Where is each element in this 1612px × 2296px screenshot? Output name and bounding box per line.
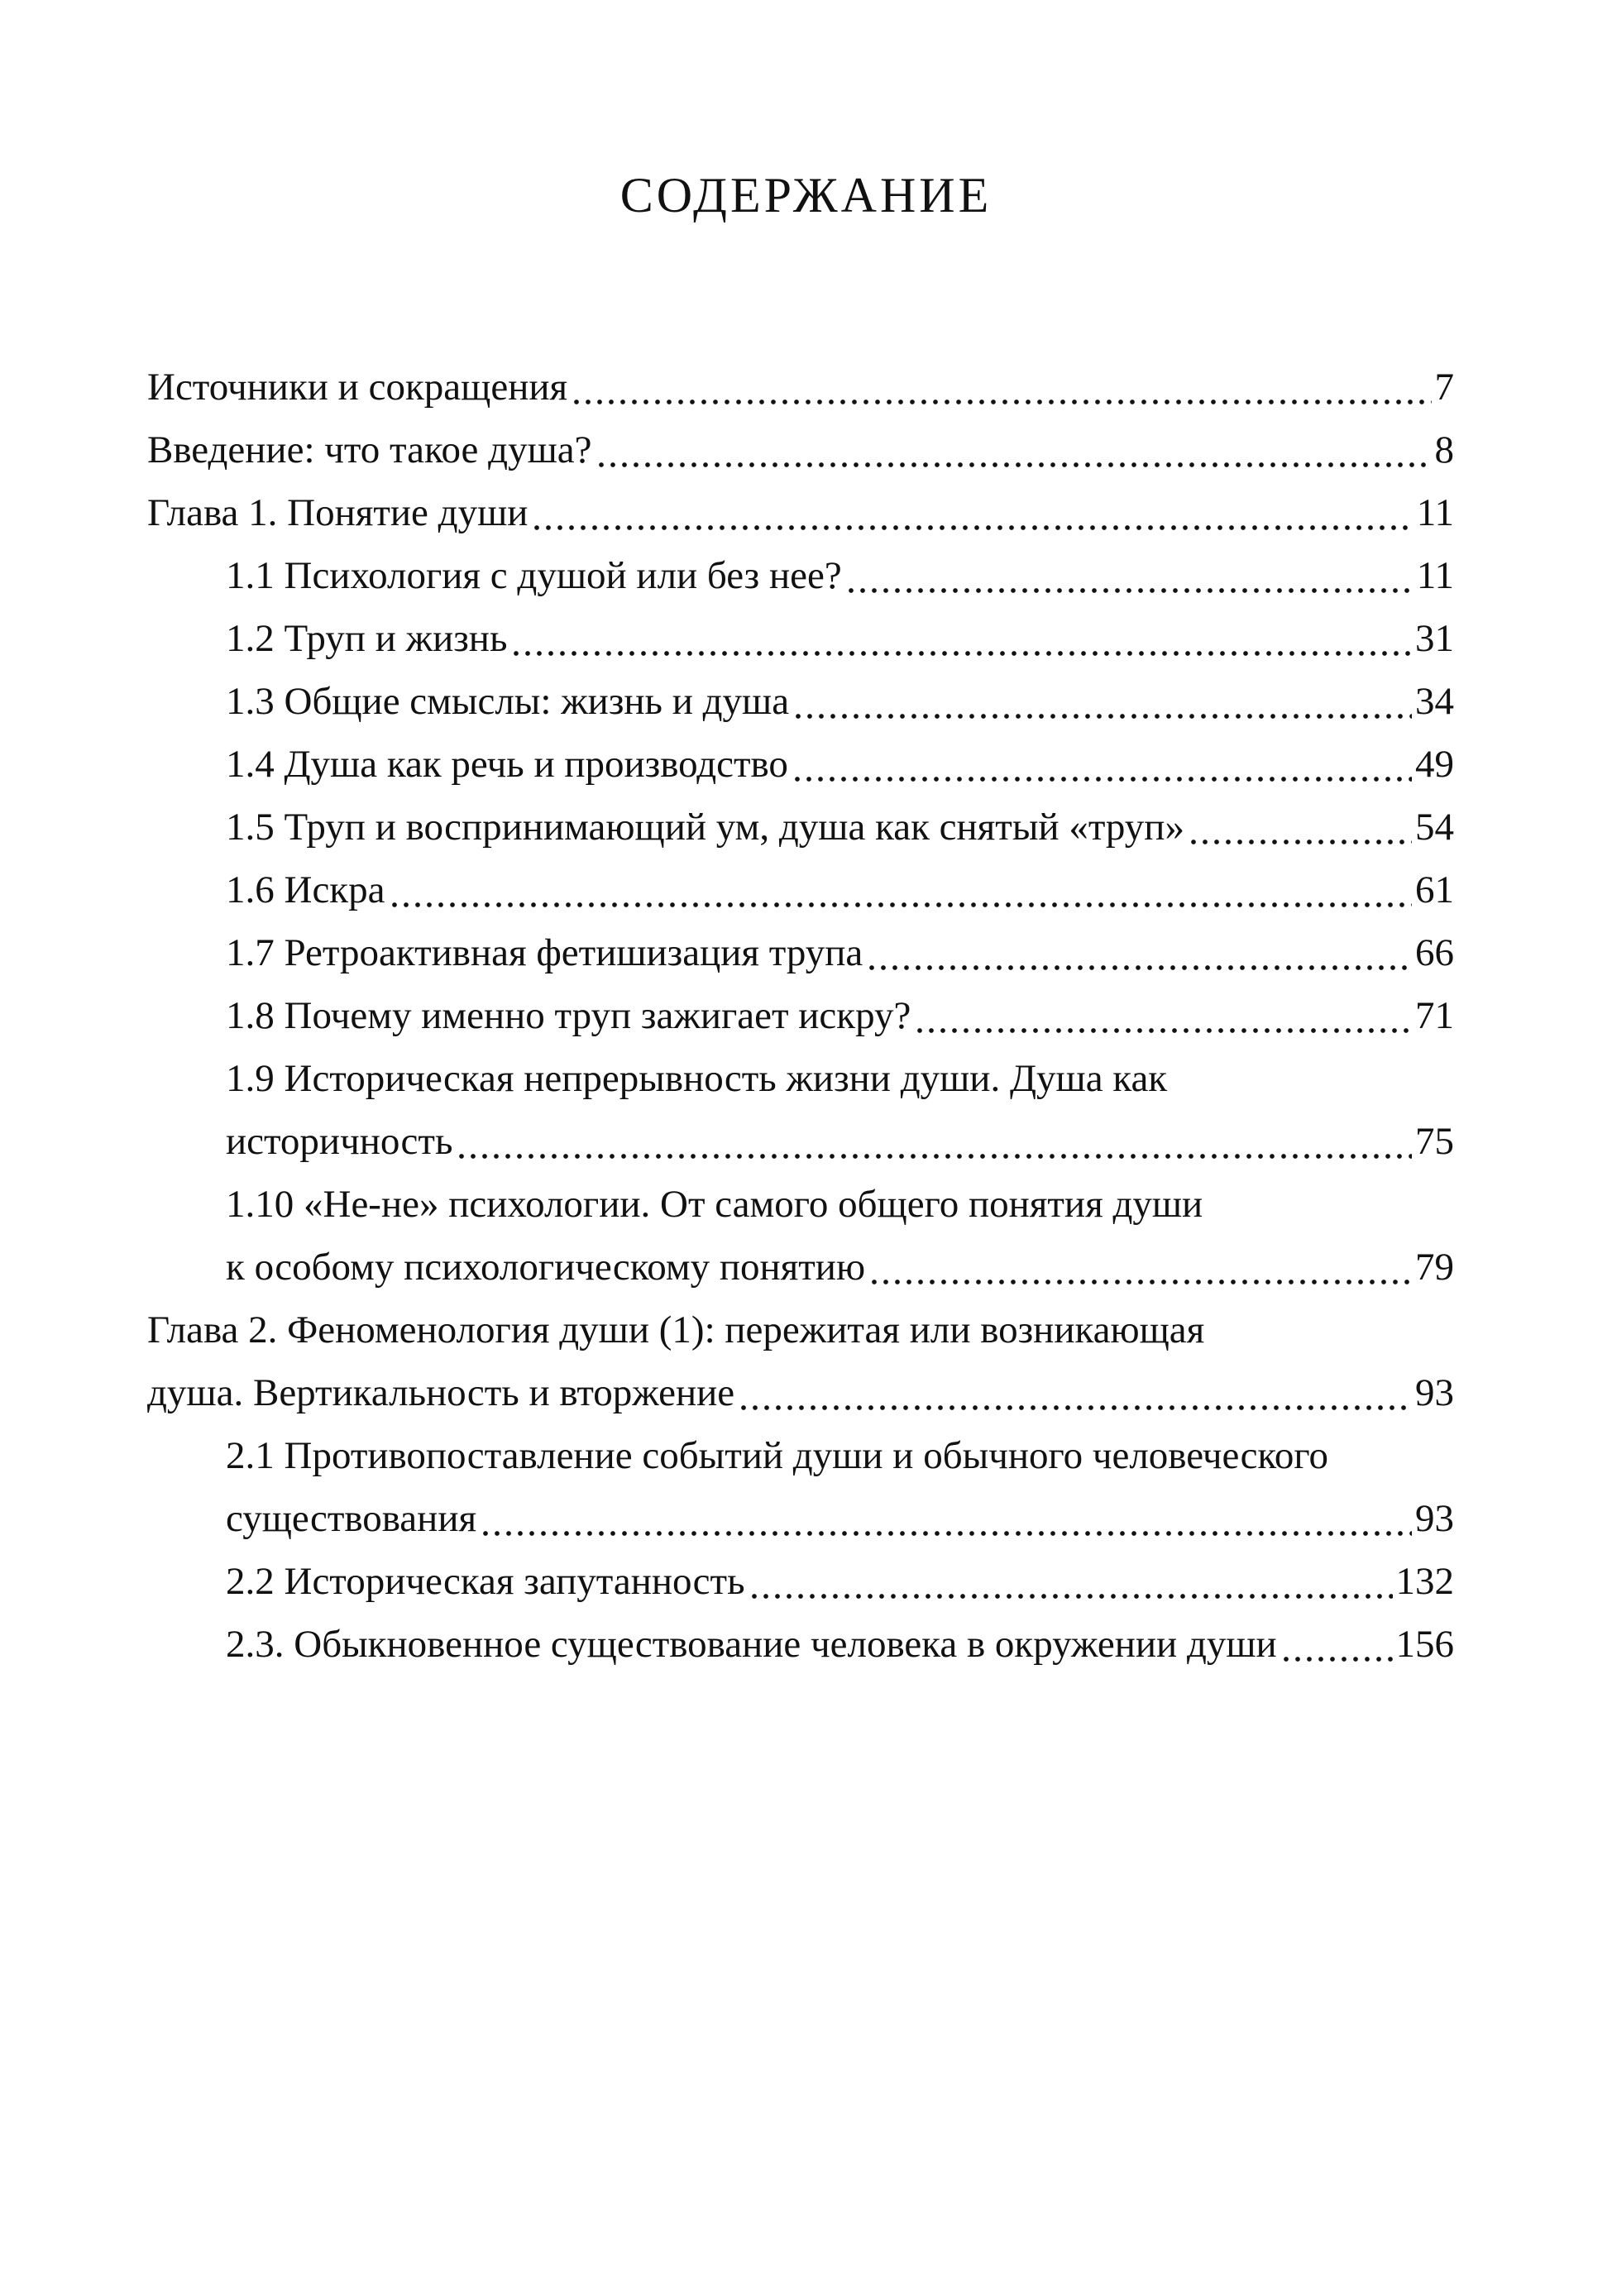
toc-section-entry[interactable] [226,921,1454,984]
toc-entry-title: Введение: что такое душа? [147,428,592,471]
dot-leader [1280,1651,1393,1667]
toc-entry-line [226,984,1454,1047]
toc-page-number: 34 [1415,680,1454,723]
dot-leader [845,582,1413,599]
toc-page-number: 49 [1415,743,1454,786]
toc-entry-title: историчность [226,1120,453,1163]
toc-page-number: 132 [1395,1560,1454,1603]
toc-page-number: 156 [1395,1623,1454,1666]
toc-entry-title: Глава 1. Понятие души [147,491,529,534]
toc-chapter-entry[interactable] [147,481,1454,544]
toc-section-entry[interactable] [226,859,1454,921]
toc-page-number: 31 [1415,617,1454,660]
dot-leader [1188,834,1412,850]
toc-section-entry[interactable] [226,544,1454,607]
toc-entry-title: существования [226,1497,477,1540]
dot-leader [868,1274,1412,1290]
toc-page-number: 61 [1415,868,1454,911]
toc-page-number: 79 [1415,1246,1454,1289]
toc-page-number: 93 [1415,1497,1454,1540]
toc-section-entry[interactable] [226,984,1454,1047]
toc-page-number: 7 [1434,366,1454,409]
toc-entry-line [226,1613,1454,1676]
toc-entry-title: душа. Вертикальность и вторжение [147,1371,735,1414]
toc-chapter-entry[interactable] [147,1299,1454,1424]
dot-leader [456,1148,1412,1165]
page-title: СОДЕРЖАНИЕ [619,168,993,222]
toc-entry-title: Глава 2. Феноменология души (1): пережитая или возникающая [147,1308,1205,1351]
toc-section-entry[interactable] [226,1613,1454,1676]
toc-section-entry[interactable] [226,1047,1454,1173]
toc-entry-title: 2.2 Историческая запутанность [226,1560,745,1603]
toc-entry-title: 1.4 Душа как речь и производство [226,743,788,786]
toc-entry-line [226,544,1454,607]
toc-section-entry[interactable] [226,607,1454,670]
toc-entry-title: 2.1 Противопоставление событий души и обычного человеческого [226,1434,1328,1477]
toc-entry-title: 2.3. Обыкновенное существование человека в окружении души [226,1623,1277,1666]
toc-section-entry[interactable] [226,733,1454,796]
toc-section-entry[interactable] [226,1424,1454,1550]
toc-entry-line [226,1236,1454,1299]
toc-entry-title: 1.5 Труп и воспринимающий ум, душа как снятый «труп» [226,806,1184,849]
toc-entry-line [226,607,1454,670]
toc-entry-line [226,733,1454,796]
dot-leader [749,1588,1393,1605]
toc-page-number: 54 [1415,806,1454,849]
toc-page-number: 75 [1415,1120,1454,1163]
toc-page-number: 11 [1416,554,1454,597]
dot-leader [792,708,1412,725]
toc-page-number: 93 [1415,1371,1454,1414]
toc-entry-line [226,1110,1454,1173]
toc-section-entry[interactable] [226,670,1454,733]
dot-leader [480,1525,1412,1542]
toc-entry-line [147,1299,1454,1361]
toc-entry-line [226,859,1454,921]
toc-entry-title: 1.1 Психология с душой или без нее? [226,554,842,597]
toc-entry-title: Источники и сокращения [147,366,568,409]
toc-entry-title: 1.6 Искра [226,868,385,911]
toc-entry-line [147,356,1454,419]
toc-section-entry[interactable] [226,1173,1454,1299]
toc-chapter-entry[interactable] [147,356,1454,419]
dot-leader [389,897,1413,913]
toc-entry-title: 1.7 Ретроактивная фетишизация трупа [226,931,863,974]
toc-entry-line [226,1047,1454,1110]
toc-entry-line [226,1173,1454,1236]
toc-entry-title: 1.3 Общие смыслы: жизнь и душа [226,680,790,723]
toc-entry-line [226,1550,1454,1613]
toc-entry-line [226,796,1454,859]
toc-entry-line [226,921,1454,984]
dot-leader [866,959,1412,976]
toc-entry-line [226,1487,1454,1550]
toc-entry-line [226,670,1454,733]
toc-chapter-entry[interactable] [147,419,1454,481]
toc-page-number: 8 [1434,428,1454,471]
dot-leader [596,457,1432,473]
dot-leader [571,394,1431,410]
toc-entry-title: 1.8 Почему именно труп зажигает искру? [226,994,911,1037]
toc-section-entry[interactable] [226,1550,1454,1613]
toc-entry-title: 1.10 «Не-не» психологии. От самого общего понятия души [226,1183,1203,1226]
toc-entry-title: к особому психологическому понятию [226,1246,866,1289]
toc-page-number: 71 [1415,994,1454,1037]
toc-entry-line [147,419,1454,481]
dot-leader [510,645,1412,662]
toc-entry-title: 1.9 Историческая непрерывность жизни души. Душа как [226,1057,1168,1100]
toc-entry-line [147,481,1454,544]
toc-page-number: 66 [1415,931,1454,974]
dot-leader [792,771,1412,787]
table-of-contents [147,356,1454,1676]
dot-leader [738,1399,1412,1416]
toc-entry-line [147,1361,1454,1424]
toc-entry-title: 1.2 Труп и жизнь [226,617,508,660]
dot-leader [531,519,1413,536]
dot-leader [914,1022,1412,1039]
toc-page-number: 11 [1416,491,1454,534]
toc-entry-line [226,1424,1454,1487]
toc-section-entry[interactable] [226,796,1454,859]
